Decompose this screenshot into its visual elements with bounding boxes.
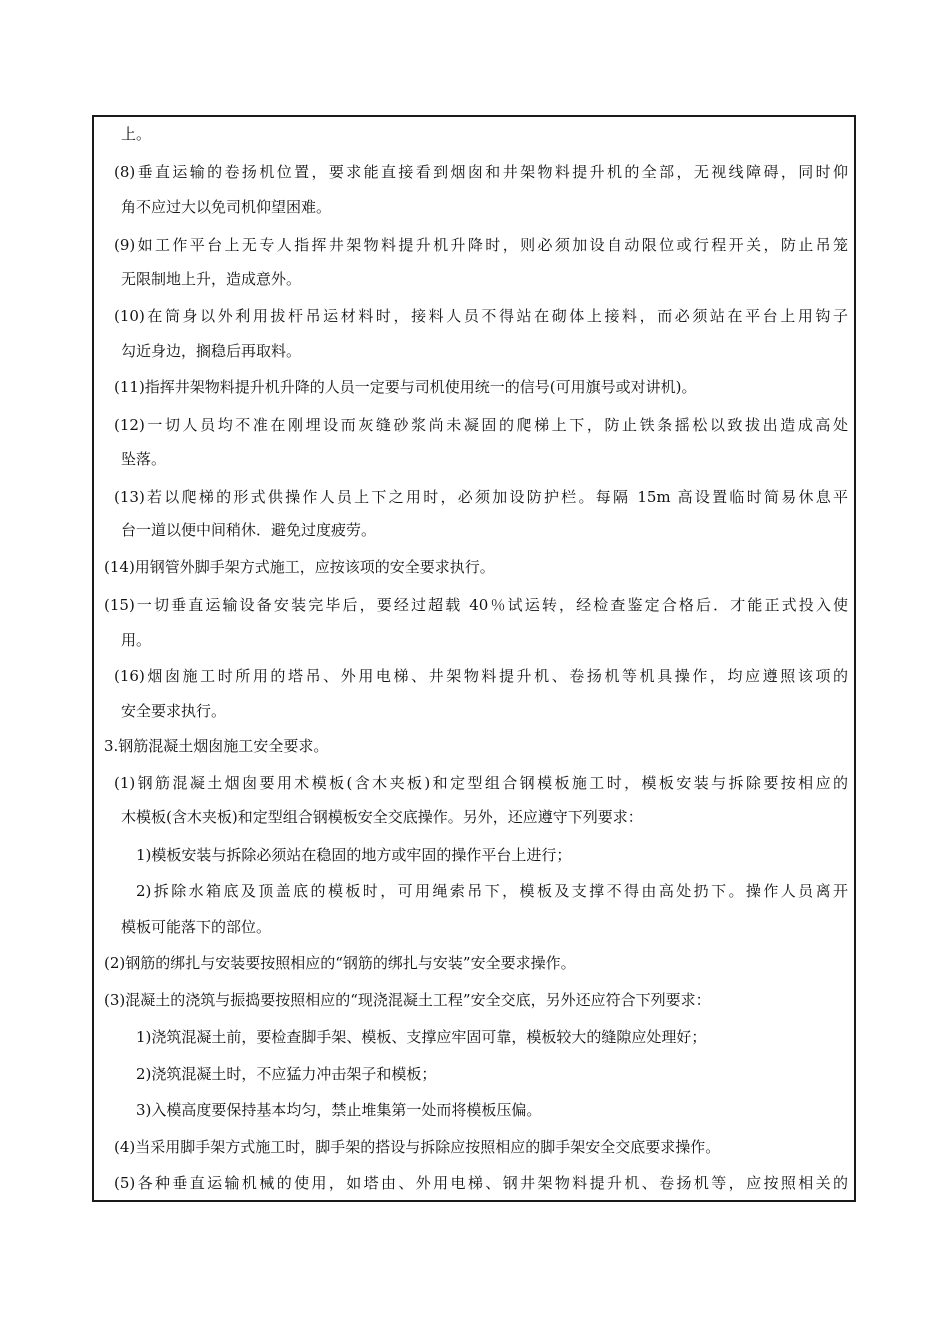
text-line: 安全要求执行。 xyxy=(121,702,227,720)
text-line: 用。 xyxy=(121,631,152,649)
section-heading: 3.钢筋混凝土烟囱施工安全要求。 xyxy=(104,737,329,755)
text-line: (11)指挥井架物料提升机升降的人员一定要与司机使用统一的信号(可用旗号或对讲机)。 xyxy=(114,378,697,396)
text-line: (10)在筒身以外利用拔杆吊运材料时，接料人员不得站在砌体上接料，而必须站在平台上用钩子 xyxy=(114,307,848,325)
text-line: (14)用钢管外脚手架方式施工，应按该项的安全要求执行。 xyxy=(104,558,495,576)
text-line: (4)当采用脚手架方式施工时，脚手架的搭设与拆除应按照相应的脚手架安全交底要求操作。 xyxy=(114,1138,721,1156)
text-line: (8)垂直运输的卷扬机位置，要求能直接看到烟囱和井架物料提升机的全部，无视线障碍，同时仰 xyxy=(114,163,848,181)
text-line: (3)混凝土的浇筑与振捣要按照相应的“现浇混凝土工程”安全交底，另外还应符合下列要求： xyxy=(104,991,711,1009)
text-line: 1)模板安装与拆除必须站在稳固的地方或牢固的操作平台上进行； xyxy=(136,846,572,864)
text-line: 勾近身边，搁稳后再取料。 xyxy=(121,342,302,360)
text-line: (9)如工作平台上无专人指挥井架物料提升机升降时，则必须加设自动限位或行程开关，防止吊笼 xyxy=(114,236,848,254)
text-line: (1)钢筋混凝土烟囱要用术模板(含木夹板)和定型组合钢模板施工时，模板安装与拆除要按相应的 xyxy=(114,774,848,792)
text-line: 坠落。 xyxy=(121,450,167,468)
text-line: (16)烟囱施工时所用的塔吊、外用电梯、井架物料提升机、卷扬机等机具操作，均应遵照该项的 xyxy=(114,667,848,685)
text-line: (13)若以爬梯的形式供操作人员上下之用时，必须加设防护栏。每隔 15m 高设置临时简易休息平 xyxy=(114,488,848,506)
text-line: 木模板(含木夹板)和定型组合钢模板安全交底操作。另外，还应遵守下列要求： xyxy=(121,808,643,826)
text-line: 台一道以便中间稍休．避免过度疲劳。 xyxy=(121,521,377,539)
text-line: 1)浇筑混凝土前，要检查脚手架、模板、支撑应牢固可靠，模板较大的缝隙应处理好； xyxy=(136,1028,707,1046)
text-line: 2)拆除水箱底及顶盖底的模板时，可用绳索吊下，模板及支撑不得由高处扔下。操作人员离开 xyxy=(136,882,848,900)
text-line: (5)各种垂直运输机械的使用，如塔由、外用电梯、钢井架物料提升机、卷扬机等，应按照相关的 xyxy=(114,1174,848,1192)
text-line: 无限制地上升，造成意外。 xyxy=(121,270,302,288)
text-line: (2)钢筋的绑扎与安装要按照相应的“钢筋的绑扎与安装”安全要求操作。 xyxy=(104,954,576,972)
text-line: 3)入模高度要保持基本均匀，禁止堆集第一处而将模板压偏。 xyxy=(136,1101,542,1119)
text-line: (12)一切人员均不准在刚埋设而灰缝砂浆尚未凝固的爬梯上下，防止铁条摇松以致拔出造成高处 xyxy=(114,416,848,434)
text-line: 角不应过大以免司机仰望困难。 xyxy=(121,198,332,216)
text-line: 上。 xyxy=(121,125,152,143)
text-line: 2)浇筑混凝土时，不应猛力冲击架子和模板； xyxy=(136,1065,437,1083)
text-line: 模板可能落下的部位。 xyxy=(121,918,272,936)
text-line: (15)一切垂直运输设备安装完毕后，要经过超载 40％试运转，经检查鉴定合格后．才能正式投入使 xyxy=(104,596,848,614)
